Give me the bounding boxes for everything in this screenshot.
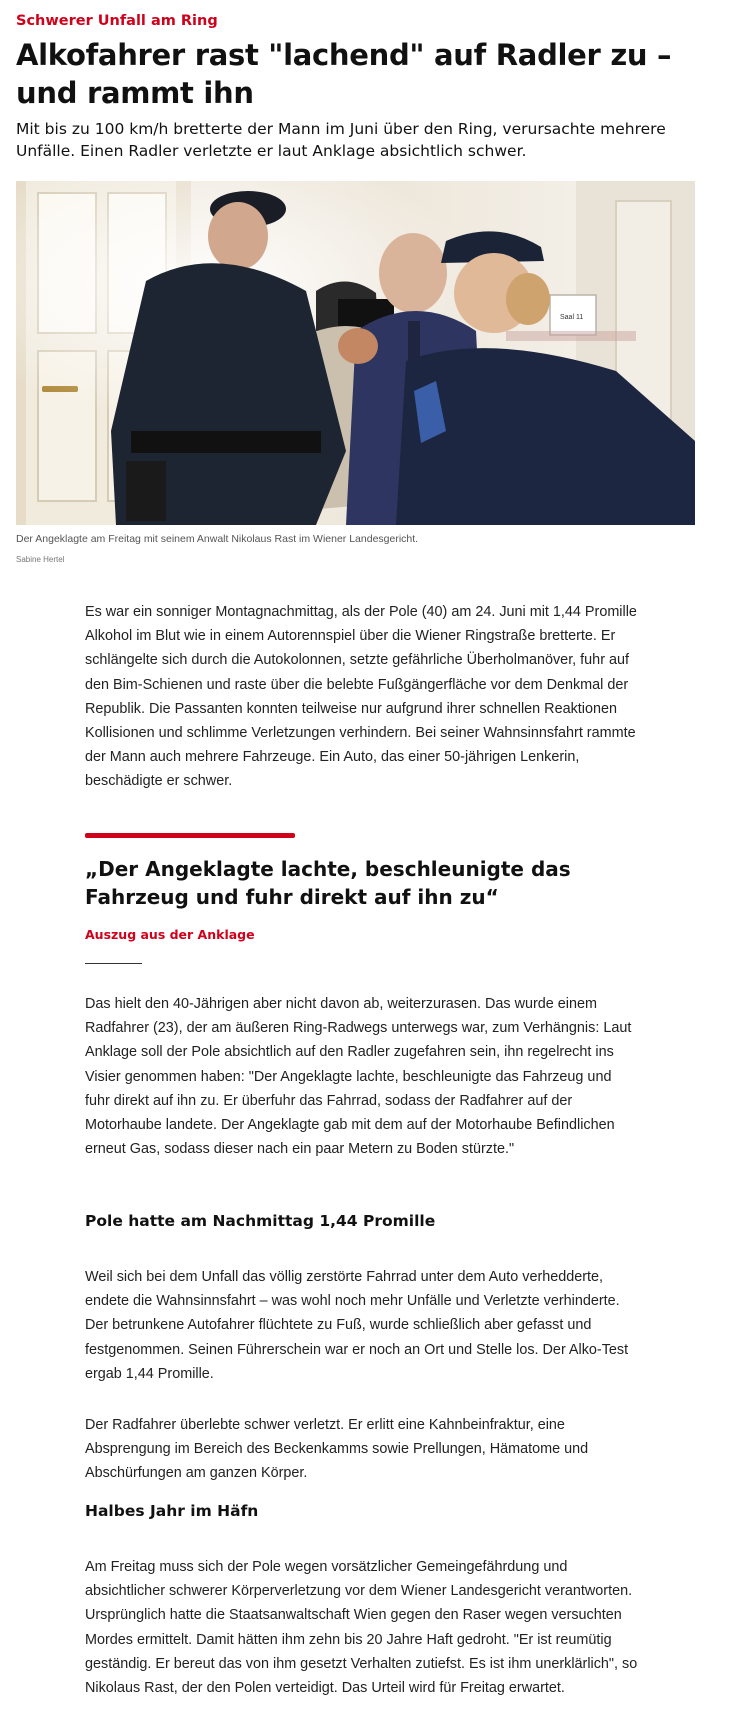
quote-source: Auszug aus der Anklage xyxy=(85,927,255,942)
image-credit: Sabine Hertel xyxy=(16,555,65,564)
paragraph: Es war ein sonniger Montagnachmittag, als der Pole (40) am 24. Juni mit 1,44 Promille Alkohol im Blut wie in einem Autorennspiel über die Wiener Ringstraße bretterte. Er schlängelte sich durch die Autokolonnen, setzte gefährliche Überholmanöver, fuhr auf den Bim-Schienen und raste über die belebte Fußgängerfläche vor dem Denkmal der Republik. Die Passanten konnten teilweise nur aufgrund ihrer schnellen Reaktionen Kollisionen und schlimme Verletzungen verhindern. Bei seiner Wahnsinnsfahrt rammte der Mann auch mehrere Fahrzeuge. Ein Auto, das einer 50-jährigen Lenkerin, beschädigte er schwer. xyxy=(85,604,637,790)
paragraph: Das hielt den 40-Jährigen aber nicht davon ab, weiterzurasen. Das wurde einem Radfahrer (23), der am äußeren Ring-Radwegs unterwegs war, zum Verhängnis: Laut Anklage soll der Pole absichtlich auf den Radler zugefahren sein, ihn regelrecht ins Visier genommen haben: "Der Angeklagte lachte, beschleunigte das Fahrzeug und fuhr direkt auf ihn zu. Er überfuhr das Fahrrad, sodass der Radfahrer auf der Motorhaube landete. Der Angeklagte gab mit dem auf der Motorhaube Befindlichen erneut Gas, sodass dieser nach ein paar Metern zu Boden stürzte." xyxy=(85,996,632,1158)
quote-accent-bar xyxy=(85,833,295,838)
article-body xyxy=(85,600,640,794)
article-kicker: Schwerer Unfall am Ring xyxy=(16,13,218,29)
article-headline: Alkofahrer rast "lachend" auf Radler zu – und rammt ihn xyxy=(16,38,672,110)
section-heading: Pole hatte am Nachmittag 1,44 Promille xyxy=(85,1212,436,1230)
paragraph: Der Radfahrer überlebte schwer verletzt. Er erlitt eine Kahnbeinfraktur, eine Absprengung im Bereich des Beckenkamms sowie Prellungen, Hämatome und Abschürfungen am ganzen Körper. xyxy=(85,1417,589,1482)
article-lead: Mit bis zu 100 km/h bretterte der Mann im Juni über den Ring, verursachte mehrere Unfälle. Einen Radler verletzte er laut Anklage absichtlich schwer. xyxy=(16,120,666,160)
image-caption: Der Angeklagte am Freitag mit seinem Anwalt Nikolaus Rast im Wiener Landesgericht. xyxy=(16,533,419,545)
quote-divider xyxy=(85,963,142,964)
section-heading: Halbes Jahr im Häfn xyxy=(85,1502,259,1520)
article-photo[interactable] xyxy=(16,181,695,525)
pull-quote: „Der Angeklagte lachte, beschleunigte das Fahrzeug und fuhr direkt auf ihn zu“ xyxy=(85,857,571,909)
door-sign-label: Saal 11 xyxy=(560,314,584,321)
paragraph: Am Freitag muss sich der Pole wegen vorsätzlicher Gemeingefährdung und absichtlicher schwerer Körperverletzung vor dem Wiener Landesgericht verantworten. Ursprünglich hatte die Staatsanwaltschaft Wien gegen den Raser wegen versuchten Mordes ermittelt. Damit hätten ihm zehn bis 20 Jahre Haft gedroht. "Er ist reumütig geständig. Er bereut das von ihm gesetzt Verhalten zutiefst. Es ist ihm unerklärlich", so Nikolaus Rast, der den Polen verteidigt. Das Urteil wird für Freitag erwartet. xyxy=(85,1559,638,1697)
paragraph: Weil sich bei dem Unfall das völlig zerstörte Fahrrad unter dem Auto verhedderte, endete die Wahnsinnsfahrt – was wohl noch mehr Unfälle und Verletzte verhinderte. Der betrunkene Autofahrer flüchtete zu Fuß, wurde schließlich aber gefasst und festgenommen. Seinen Führerschein war er noch an Ort und Stelle los. Der Alko-Test ergab 1,44 Promille. xyxy=(85,1269,629,1382)
